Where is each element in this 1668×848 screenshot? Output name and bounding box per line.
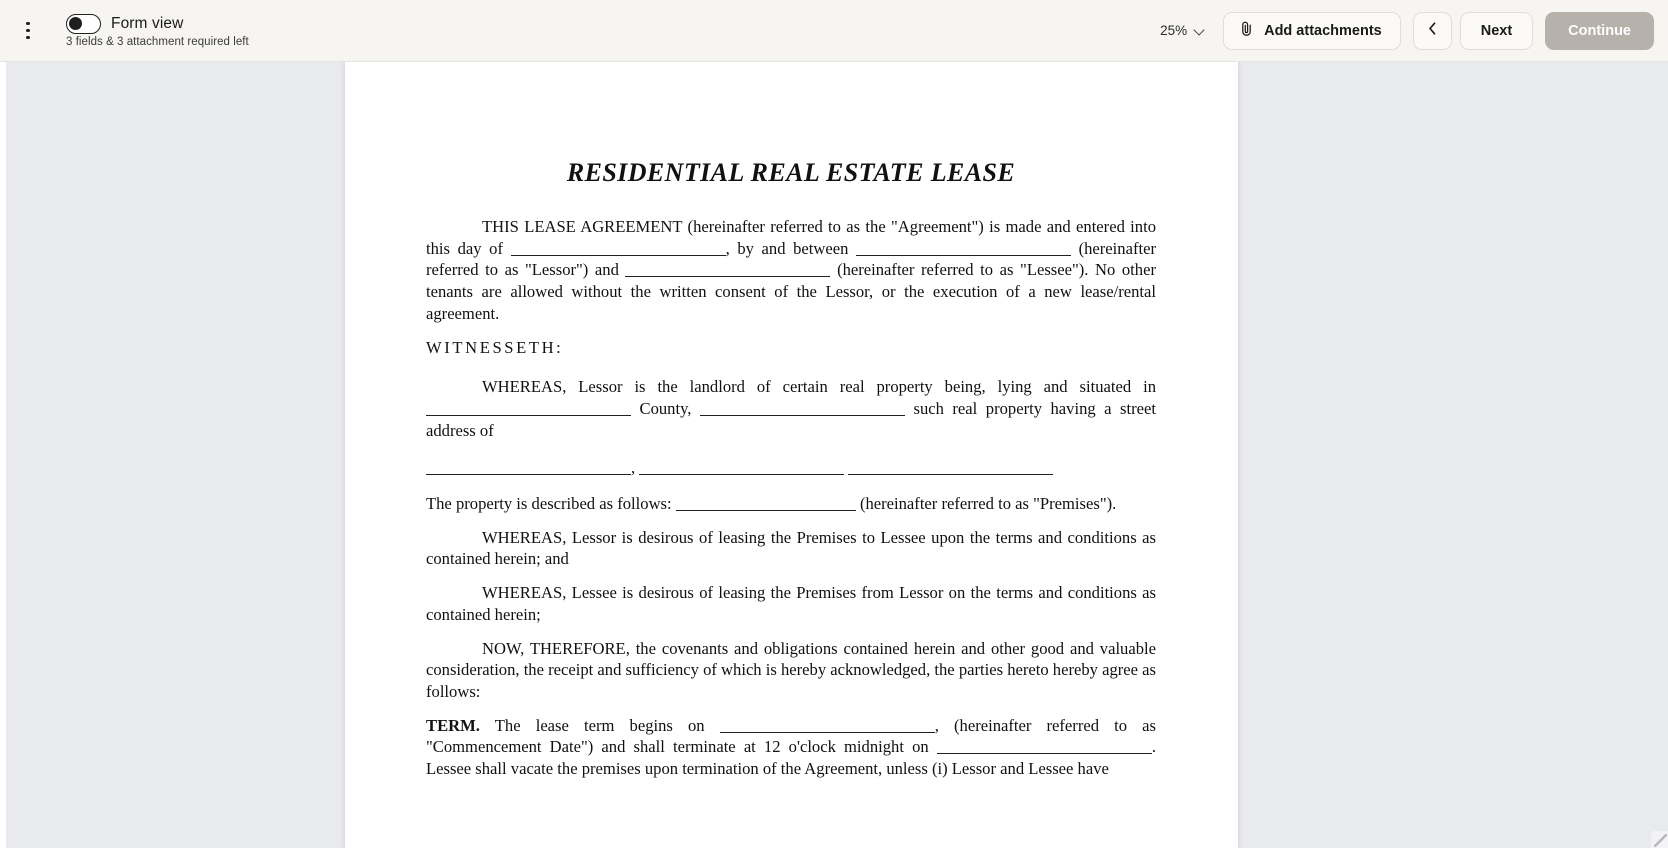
left-rail <box>0 62 6 848</box>
blank-field-commencement-date[interactable] <box>720 718 935 733</box>
next-button[interactable] <box>1460 12 1533 50</box>
add-attachments-button[interactable] <box>1223 12 1401 50</box>
blank-field-zip[interactable] <box>848 460 1053 475</box>
blank-field-lessee[interactable] <box>625 262 830 277</box>
property-description-a: The property is described as follows: <box>426 494 672 514</box>
blank-field-date[interactable] <box>511 241 726 256</box>
document-title: RESIDENTIAL REAL ESTATE LEASE <box>566 158 1016 187</box>
blank-field-street[interactable] <box>426 460 631 475</box>
paragraph-intro <box>426 216 1156 325</box>
form-view-toggle[interactable] <box>66 14 101 34</box>
blank-field-description[interactable] <box>676 496 856 511</box>
kebab-dot <box>26 36 30 40</box>
term-label: TERM. <box>426 715 480 735</box>
paragraph-now-therefore: NOW, THEREFORE, the covenants and obligations contained herein and other good and valuable consideration, the receipt and sufficiency of which is hereby acknowledged, the parties hereto hereby agree as follows: <box>426 638 1156 701</box>
paragraph-term <box>426 715 1156 780</box>
form-view-label: Form view <box>111 14 184 32</box>
next-button-label: Next <box>1480 22 1513 39</box>
zoom-level-value: 25% <box>1160 23 1188 38</box>
kebab-menu-icon[interactable] <box>14 14 42 48</box>
add-attachments-label: Add attachments <box>1264 22 1382 39</box>
whereas-landlord-b: County, <box>639 398 692 418</box>
kebab-dot <box>26 22 30 26</box>
form-view-block <box>66 14 249 48</box>
previous-button[interactable] <box>1413 12 1452 50</box>
toggle-knob <box>69 17 82 30</box>
paragraph-intro-d: (hereinafter referred to as "Lessee"). No other tenants are allowed without the written consent of the Lessor, or the execution of a new lease/rental agreement. <box>426 260 1156 323</box>
zoom-level-control[interactable] <box>1154 17 1211 44</box>
page-nav-group <box>1413 12 1533 50</box>
continue-button[interactable] <box>1545 12 1654 50</box>
resize-grip-icon[interactable] <box>1651 831 1668 848</box>
form-view-status: 3 fields & 3 attachment required left <box>66 35 249 48</box>
kebab-dot <box>26 29 30 33</box>
term-a: The lease term begins on <box>494 715 705 735</box>
paragraph-intro-b: , by and between <box>725 238 849 258</box>
blank-field-city[interactable] <box>639 460 844 475</box>
form-view-row <box>66 14 249 34</box>
property-description-b: (hereinafter referred to as "Premises"). <box>859 494 1117 514</box>
whereas-landlord-a: WHEREAS, Lessor is the landlord of certain real property being, lying and situated in <box>482 377 1156 397</box>
toolbar-right-group <box>1154 12 1668 50</box>
term-b: , (hereinafter referred to as "Commencement Date") and shall terminate at 12 o'clock midnight on <box>426 715 1156 757</box>
top-toolbar <box>0 0 1668 62</box>
toolbar-left-group <box>0 14 249 48</box>
continue-button-label: Continue <box>1568 22 1631 39</box>
paragraph-intro-a: THIS LEASE AGREEMENT (hereinafter referred to as the "Agreement") is made and entered into this day of <box>426 217 1156 258</box>
paragraph-property-description <box>426 493 1156 515</box>
paragraph-whereas-lessor: WHEREAS, Lessor is desirous of leasing the Premises to Lessee upon the terms and conditions as contained herein; and <box>426 527 1156 569</box>
paragraph-whereas-lessee: WHEREAS, Lessee is desirous of leasing the Premises from Lessor on the terms and conditions as contained herein; <box>426 583 1156 624</box>
lease-document <box>345 62 1238 792</box>
paragraph-intro-c: (hereinafter referred to as "Lessor") and <box>426 238 1156 280</box>
whereas-landlord-c: such real property having a street address of <box>426 398 1156 440</box>
blank-field-termination-date[interactable] <box>937 739 1152 754</box>
chevron-left-icon <box>1426 21 1439 40</box>
blank-field-lessor[interactable] <box>856 241 1071 256</box>
witnesseth-heading: WITNESSETH: <box>426 337 564 357</box>
term-c: . Lessee shall vacate the premises upon termination of the Agreement, unless (i) Lessor and Lessee have <box>426 737 1157 779</box>
blank-field-county[interactable] <box>426 401 631 416</box>
blank-field-state[interactable] <box>700 401 905 416</box>
paragraph-whereas-landlord <box>426 376 1156 441</box>
address-blank-row: , <box>426 457 1156 479</box>
chevron-down-icon <box>1194 25 1205 36</box>
document-page[interactable] <box>345 62 1238 848</box>
paperclip-icon <box>1239 21 1254 41</box>
document-canvas[interactable] <box>0 62 1668 848</box>
